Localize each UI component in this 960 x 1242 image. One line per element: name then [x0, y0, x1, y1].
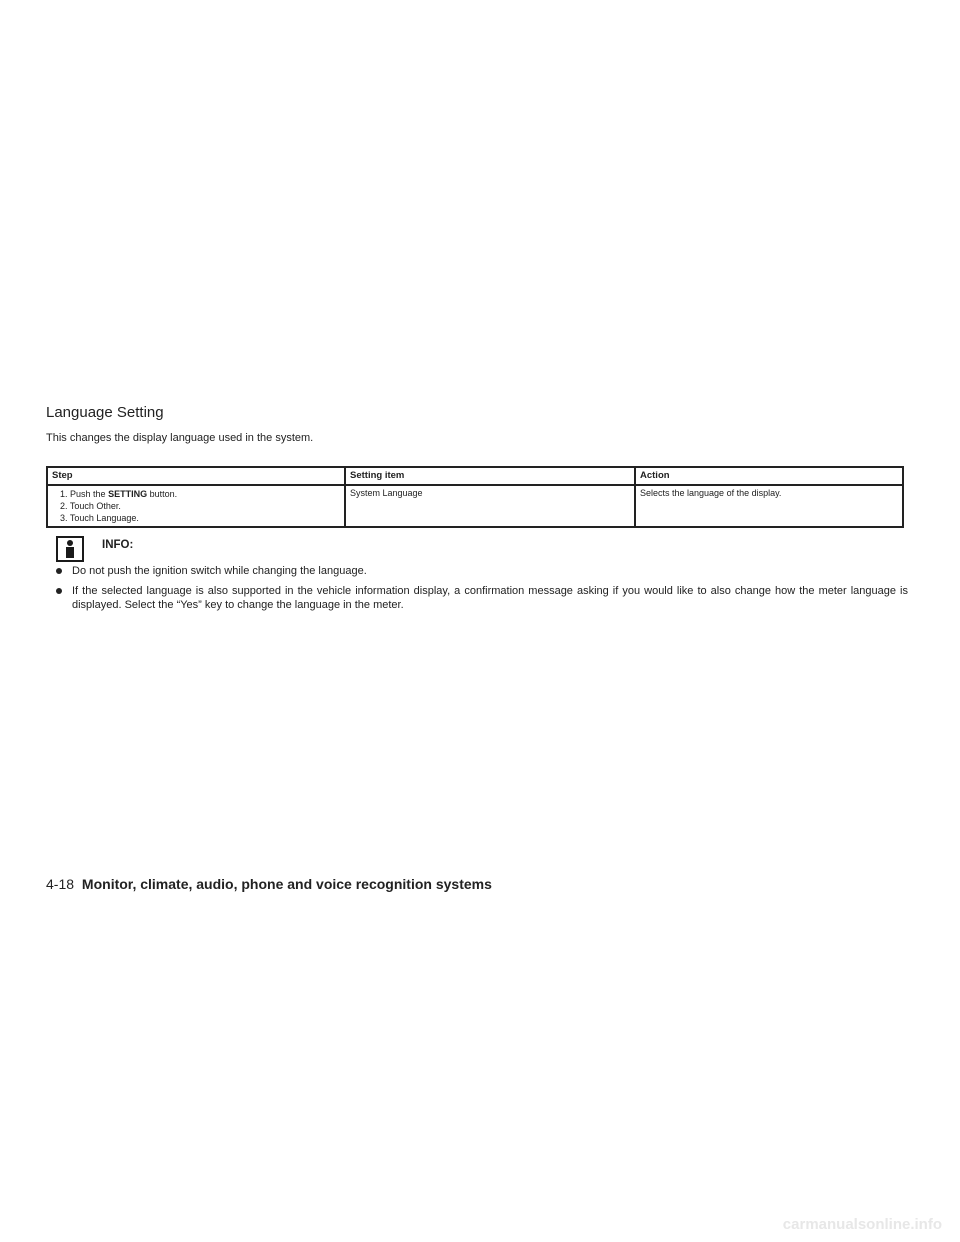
- list-item: [46, 564, 908, 578]
- section-intro: This changes the display language used in the system.: [46, 432, 314, 444]
- table-header-row: [47, 467, 903, 485]
- step-line: [60, 512, 340, 524]
- settings-table: [46, 466, 904, 528]
- step-line: [60, 488, 340, 500]
- step-bold-text: SETTING: [108, 489, 148, 499]
- header-step: Step: [47, 467, 345, 485]
- step-number: 2.: [60, 501, 68, 511]
- table-row: [47, 485, 903, 527]
- header-setting-item: Setting item: [345, 467, 635, 485]
- bullet-icon: [56, 568, 62, 574]
- section-title: Language Setting: [46, 404, 164, 421]
- list-item: [46, 584, 908, 612]
- step-text: Push the: [70, 489, 106, 499]
- bullet-text: Do not push the ignition switch while changing the language.: [72, 565, 367, 577]
- page-number: 4-18: [46, 876, 75, 892]
- info-label: INFO:: [102, 539, 134, 551]
- page-footer: [46, 876, 492, 892]
- watermark: carmanualsonline.info: [782, 1216, 942, 1233]
- step-number: 3.: [60, 513, 68, 523]
- bullet-text: If the selected language is also supported in the vehicle information display, a confirmation message asking if you would like to also change how the meter language is displayed. Select the “Yes” key to change the language in the meter.: [72, 585, 908, 611]
- header-action: Action: [635, 467, 903, 485]
- step-text: button.: [149, 489, 178, 499]
- action-cell: Selects the language of the display.: [635, 485, 903, 527]
- step-line: [60, 500, 340, 512]
- info-person-icon: [56, 536, 84, 562]
- step-text: Touch Language.: [69, 513, 139, 523]
- setting-item-cell: System Language: [345, 485, 635, 527]
- bullet-icon: [56, 588, 62, 594]
- step-text: Touch Other.: [69, 501, 121, 511]
- step-number: 1.: [60, 489, 68, 499]
- chapter-title: Monitor, climate, audio, phone and voice recognition systems: [81, 876, 492, 892]
- step-cell: [47, 485, 345, 527]
- info-bullet-list: [46, 564, 908, 618]
